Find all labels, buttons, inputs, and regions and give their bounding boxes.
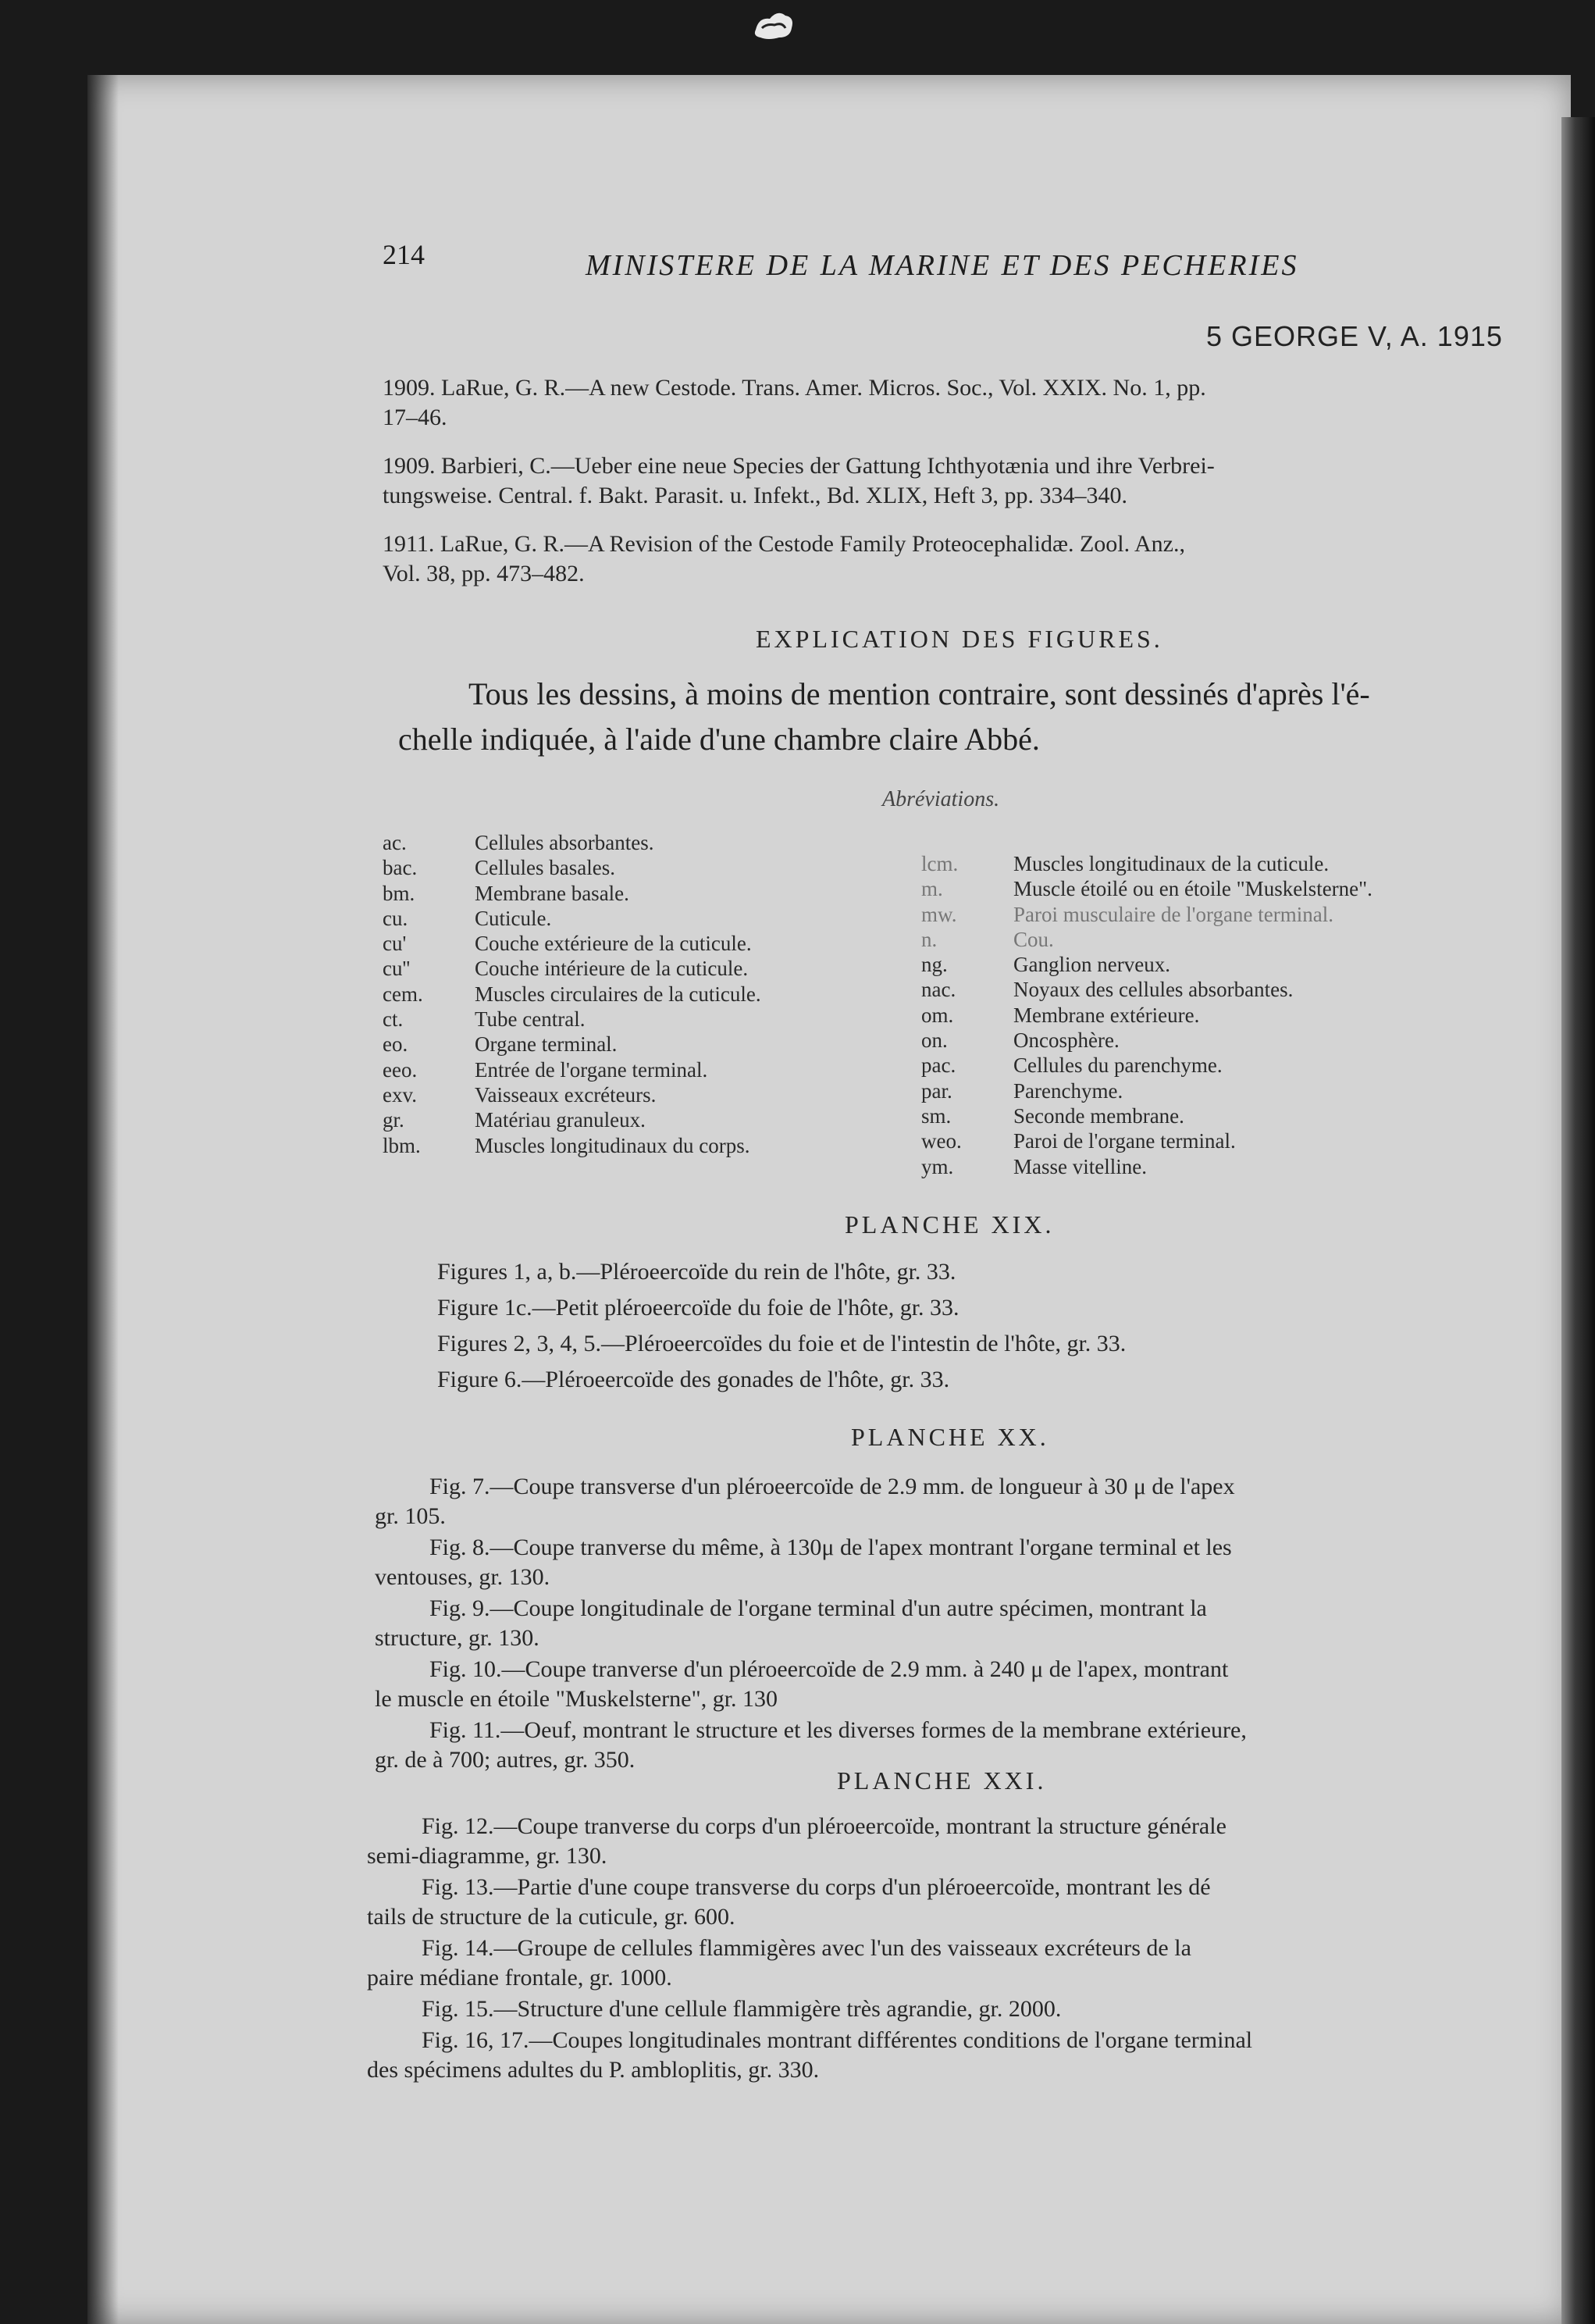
- abbreviations-title: Abréviations.: [882, 787, 1000, 811]
- intro-paragraph: Tous les dessins, à moins de mention contraire, sont dessinés d'après l'é- chelle indiquée, à l'aide d'une chambre claire Abbé.: [398, 676, 1370, 757]
- figure-caption: Fig. 8.—Coupe tranverse du même, à 130μ de l'apex montrant l'organe terminal et les ventouses, gr. 130.: [375, 1534, 1232, 1590]
- figure-caption: Fig. 14.—Groupe de cellules flammigères avec l'un des vaisseaux excréteurs de la paire médiane frontale, gr. 1000.: [367, 1935, 1191, 1991]
- abbreviation-row: ac. Cellules absorbantes.: [383, 831, 654, 854]
- abbreviation-row: gr. Matériau granuleux.: [383, 1108, 646, 1132]
- figure-caption: Figure 1c.—Petit pléroeercoïde du foie de l'hôte, gr. 33.: [437, 1295, 959, 1321]
- figure-caption: Fig. 10.—Coupe tranverse d'un pléroeercoïde de 2.9 mm. à 240 μ de l'apex, montrant le muscle en étoile "Muskelsterne", gr. 130: [375, 1656, 1229, 1712]
- running-title: MINISTERE DE LA MARINE ET DES PECHERIES: [586, 249, 1299, 282]
- plate-heading: PLANCHE XXI.: [837, 1766, 1047, 1795]
- abbreviation-row: ng. Ganglion nerveux.: [921, 953, 1170, 977]
- reference-entry: 1911. LaRue, G. R.—A Revision of the Cestode Family Proteocephalidæ. Zool. Anz., Vol. 38, pp. 473–482.: [383, 531, 1185, 586]
- figure-caption: Fig. 9.—Coupe longitudinale de l'organe terminal d'un autre spécimen, montrant la structure, gr. 130.: [375, 1595, 1207, 1651]
- abbreviation-row: mw. Paroi musculaire de l'organe terminal.: [921, 902, 1333, 926]
- abbreviation-row: ct. Tube central.: [383, 1007, 586, 1032]
- plate-heading: PLANCHE XX.: [851, 1423, 1049, 1451]
- figure-caption: Figures 2, 3, 4, 5.—Pléroeercoïdes du foie et de l'intestin de l'hôte, gr. 33.: [437, 1331, 1127, 1356]
- abbreviation-row: sm. Seconde membrane.: [921, 1103, 1184, 1128]
- abbreviation-row: ym. Masse vitelline.: [921, 1154, 1147, 1178]
- page-left-shadow: [87, 75, 119, 2324]
- figure-caption: Fig. 11.—Oeuf, montrant le structure et les diverses formes de la membrane extérieure, gr. de à 700; autres, gr. 350.: [375, 1717, 1247, 1773]
- abbreviation-row: on. Oncosphère.: [921, 1028, 1120, 1053]
- abbreviation-row: cu'' Couche intérieure de la cuticule.: [383, 957, 749, 981]
- abbreviations-right-column: [921, 851, 1372, 1179]
- session-label: 5 GEORGE V, A. 1915: [1206, 320, 1503, 352]
- abbreviation-row: lbm. Muscles longitudinaux du corps.: [383, 1133, 750, 1157]
- abbreviation-row: lcm. Muscles longitudinaux de la cuticule.: [921, 852, 1330, 875]
- abbreviation-row: eo. Organe terminal.: [383, 1032, 618, 1057]
- abbreviation-row: weo. Paroi de l'organe terminal.: [921, 1129, 1236, 1153]
- section-heading: EXPLICATION DES FIGURES.: [756, 625, 1163, 653]
- abbreviations-left-column: [383, 830, 761, 1158]
- abbreviation-row: pac. Cellules du parenchyme.: [921, 1053, 1223, 1078]
- abbreviation-row: m. Muscle étoilé ou en étoile "Muskelsterne".: [921, 877, 1372, 901]
- abbreviation-row: nac. Noyaux des cellules absorbantes.: [921, 978, 1294, 1002]
- abbreviation-row: cu' Couche extérieure de la cuticule.: [383, 932, 752, 956]
- figure-caption: Fig. 15.—Structure d'une cellule flammigère très agrandie, gr. 2000.: [422, 1996, 1062, 2022]
- abbreviation-row: n. Cou.: [921, 927, 1054, 951]
- abbreviation-row: bm. Membrane basale.: [383, 881, 629, 905]
- figure-caption: Figures 1, a, b.—Pléroeercoïde du rein de l'hôte, gr. 33.: [437, 1259, 956, 1285]
- page-binding-edge: [1561, 117, 1595, 2324]
- figure-caption: Figure 6.—Pléroeercoïde des gonades de l'hôte, gr. 33.: [437, 1367, 950, 1392]
- abbreviation-row: exv. Vaisseaux excréteurs.: [383, 1082, 657, 1107]
- plate-heading: PLANCHE XIX.: [845, 1210, 1055, 1239]
- figure-caption: Fig. 12.—Coupe tranverse du corps d'un pléroeercoïde, montrant la structure générale semi-diagramme, gr. 130.: [367, 1813, 1227, 1869]
- figure-caption: Fig. 13.—Partie d'une coupe transverse du corps d'un pléroeercoïde, montrant les dé tails de structure de la cuticule, gr. 600.: [367, 1874, 1211, 1930]
- abbreviation-row: eeo. Entrée de l'organe terminal.: [383, 1057, 708, 1082]
- reference-entry: 1909. Barbieri, C.—Ueber eine neue Species der Gattung Ichthyotænia und ihre Verbrei- tungsweise. Central. f. Bakt. Parasit. u. Infekt., Bd. XLIX, Heft 3, pp. 334–340.: [383, 453, 1215, 508]
- page-number: 214: [383, 239, 425, 270]
- figure-caption: Fig. 16, 17.—Coupes longitudinales montrant différentes conditions de l'organe terminal des spécimens adultes du P. ambloplitis, gr. 330.: [367, 2027, 1253, 2083]
- abbreviation-row: par. Parenchyme.: [921, 1078, 1123, 1103]
- reference-entry: 1909. LaRue, G. R.—A new Cestode. Trans. Amer. Micros. Soc., Vol. XXIX. No. 1, pp. 17–46.: [383, 375, 1206, 430]
- abbreviation-row: bac. Cellules basales.: [383, 856, 615, 880]
- abbreviation-row: cu. Cuticule.: [383, 906, 552, 930]
- abbreviation-row: om. Membrane extérieure.: [921, 1003, 1200, 1027]
- figure-caption: Fig. 7.—Coupe transverse d'un pléroeercoïde de 2.9 mm. de longueur à 30 μ de l'apex gr. 105.: [375, 1474, 1235, 1529]
- abbreviation-row: cem. Muscles circulaires de la cuticule.: [383, 982, 761, 1006]
- ink-blot-mark: [751, 6, 796, 42]
